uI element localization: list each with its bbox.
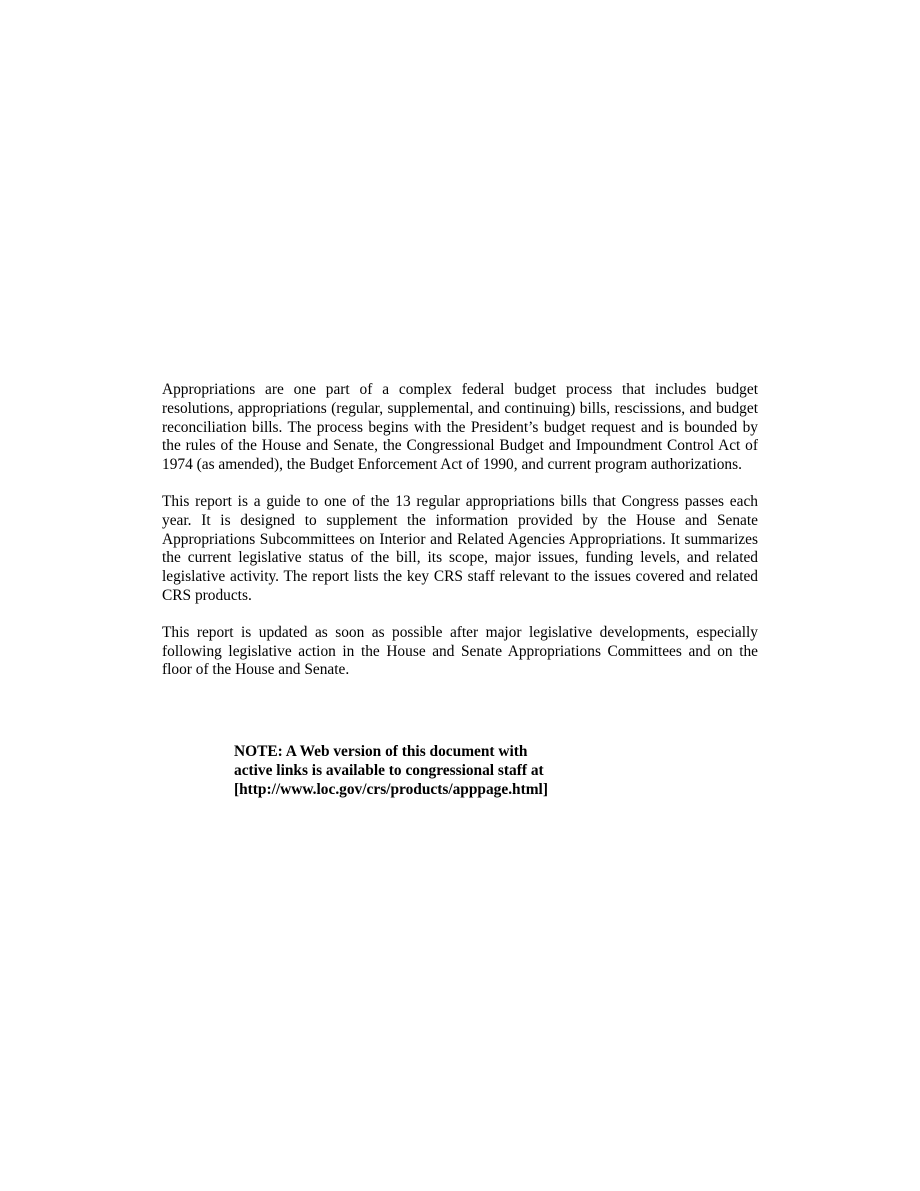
body-text: [162, 381, 758, 680]
note-url: [http://www.loc.gov/crs/products/apppage.html]: [234, 780, 548, 798]
paragraph-report-guide: This report is a guide to one of the 13 regular appropriations bills that Congress passes each year. It is designed to supplement the information provided by the House and Senate Appropriations Subcommittees on Interior and Related Agencies Appropriations. It summarizes the current legislative status of the bill, its scope, major issues, funding levels, and related legislative activity. The report lists the key CRS staff relevant to the issues covered and related CRS products.: [162, 492, 758, 604]
web-version-note: [234, 743, 634, 799]
note-line-1: NOTE: A Web version of this document with: [234, 743, 528, 760]
paragraph-budget-process: Appropriations are one part of a complex federal budget process that includes budget resolutions, appropriations (regular, supplemental, and continuing) bills, rescissions, and budget reconciliation bills. The process begins with the President’s budget request and is bounded by the rules of the House and Senate, the Congressional Budget and Impoundment Control Act of 1974 (as amended), the Budget Enforcement Act of 1990, and current program authorizations.: [162, 381, 758, 474]
paragraph-update-info: This report is updated as soon as possible after major legislative developments, especially following legislative action in the House and Senate Appropriations Committees and on the floor of the House and Senate.: [162, 623, 758, 679]
note-line-2: active links is available to congressional staff at: [234, 761, 544, 779]
